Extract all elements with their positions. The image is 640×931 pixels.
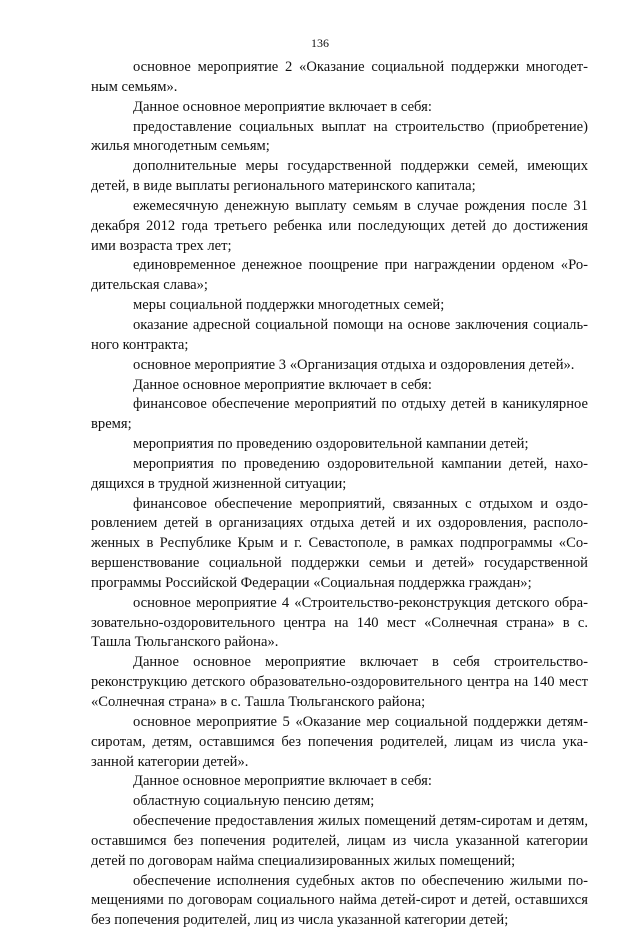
paragraph-court-acts: обеспечение исполнения судебных актов по обеспечению жилыми помещениями по договорам социального найма детей-сирот и детей, оставшихся без попечения родителей, лиц из числа указанной категории детей; <box>91 872 588 929</box>
paragraph-order-award: единовременное денежное поощрение при награждении орденом «Родительская слава»; <box>91 257 588 294</box>
paragraph-health-campaign: мероприятия по проведению оздоровительной кампании детей; <box>133 436 529 453</box>
paragraph-regional-pension: областную социальную пенсию детям; <box>133 793 375 810</box>
paragraph-health-campaign-hardship: мероприятия по проведению оздоровительной кампании детей, находящихся в трудной жизненной ситуации; <box>91 455 588 492</box>
paragraph-monthly-payment: ежемесячную денежную выплату семьям в случае рождения после 31 декабря 2012 года третьего ребенка или последующих детей до достижения ими возраста трех лет; <box>91 197 588 254</box>
paragraph-includes-intro: Данное основное мероприятие включает в себя: <box>133 376 432 393</box>
paragraph-measure-4: основное мероприятие 4 «Строительство-реконструкция детского образовательно-оздоровительного центра на 140 мест «Солнечная страна» в с. Ташла Тюльганского района». <box>91 594 588 651</box>
paragraph-center-reconstruction: Данное основное мероприятие включает в себя строительство-реконструкцию детского образовательно-оздоровительного центра на 140 мест «Солнечная страна» в с. Ташла Тюльганского района; <box>91 654 588 710</box>
paragraph-measure-2: основное мероприятие 2 «Оказание социальной поддержки многодетным семьям». <box>91 59 588 95</box>
paragraph-includes-intro: Данное основное мероприятие включает в себя: <box>133 98 432 115</box>
body-text <box>91 58 588 931</box>
paragraph-includes-intro: Данное основное мероприятие включает в себя: <box>133 773 432 790</box>
paragraph-crimea-sevastopol: финансовое обеспечение мероприятий, связанных с отдыхом и оздоровлением детей в организациях отдыха детей и их оздоровления, расположенных в Республике Крым и г. Севастополе, в рамках подпрограммы «Совершенствование социальной поддержки семьи и детей» государственной программы Российской Федерации «Социальная поддержка граждан»; <box>91 495 588 591</box>
paragraph-social-contract: оказание адресной социальной помощи на основе заключения социального контракта; <box>91 316 588 353</box>
paragraph-measure-5: основное мероприятие 5 «Оказание мер социальной поддержки детям-сиротам, детям, оставшимся без попечения родителей, лицам из числа указанной категории детей». <box>91 713 588 770</box>
paragraph-housing-payments: предоставление социальных выплат на строительство (приобретение) жилья многодетным семьям; <box>91 118 588 155</box>
paragraph-vacation-funding: финансовое обеспечение мероприятий по отдыху детей в каникулярное время; <box>91 396 588 433</box>
paragraph-large-family-support: меры социальной поддержки многодетных семей; <box>133 297 445 314</box>
page-number: 136 <box>311 36 329 50</box>
paragraph-maternity-capital: дополнительные меры государственной поддержки семей, имеющих детей, в виде выплаты регионального материнского капитала; <box>91 158 588 195</box>
paragraph-measure-3: основное мероприятие 3 «Организация отдыха и оздоровления детей». <box>133 356 575 373</box>
paragraph-housing-orphans: обеспечение предоставления жилых помещений детям-сиротам и детям, оставшимся без попечения родителей, лицам из числа указанной категории детей по договорам найма специализированных жилых помещений; <box>91 813 588 869</box>
